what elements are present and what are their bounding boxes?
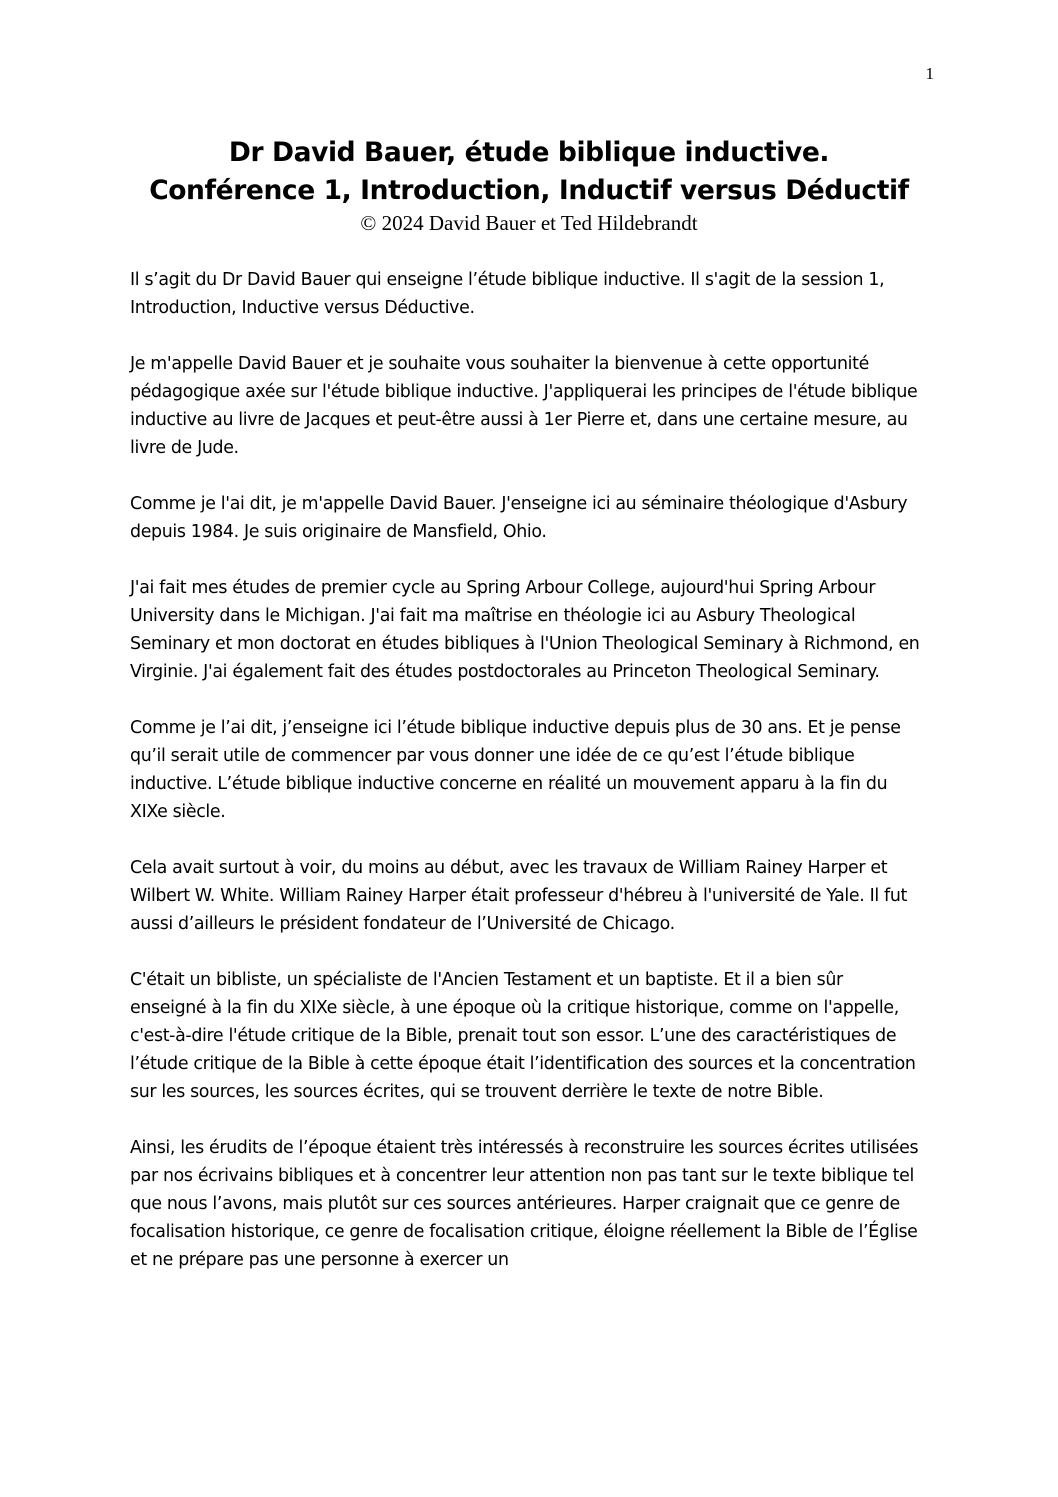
paragraph-5: Comme je l’ai dit, j’enseigne ici l’étude biblique inductive depuis plus de 30 ans. Et je pense qu’il serait utile de commencer par vous donner une idée de ce qu’est l’étude biblique inductive. L’étude biblique inductive concerne en réalité un mouvement apparu à la fin du XIXe siècle.: [130, 718, 901, 822]
paragraph-2: Je m'appelle David Bauer et je souhaite vous souhaiter la bienvenue à cette opportunité pédagogique axée sur l'étude biblique inductive. J'appliquerai les principes de l'étude biblique inductive au livre de Jacques et peut-être aussi à 1er Pierre et, dans une certaine mesure, au livre de Jude.: [130, 354, 918, 458]
copyright-notice: © 2024 David Bauer et Ted Hildebrandt: [360, 211, 698, 235]
paragraph-3: Comme je l'ai dit, je m'appelle David Bauer. J'enseigne ici au séminaire théologique d'Asbury depuis 1984. Je suis originaire de Mansfield, Ohio.: [130, 494, 908, 542]
body-text: [130, 266, 920, 1302]
paragraph-7: C'était un bibliste, un spécialiste de l'Ancien Testament et un baptiste. Et il a bien sûr enseigné à la fin du XIXe siècle, à une époque où la critique historique, comme on l'appelle, c'est-à-dire l'étude critique de la Bible, prenait tout son essor. L’une des caractéristiques de l’étude critique de la Bible à cette époque était l’identification des sources et la concentration sur les sources, les sources écrites, qui se trouvent derrière le texte de notre Bible.: [130, 970, 916, 1102]
page-number: 1: [925, 64, 934, 83]
title-block: [60, 134, 998, 236]
paragraph-8: Ainsi, les érudits de l’époque étaient très intéressés à reconstruire les sources écrites utilisées par nos écrivains bibliques et à concentrer leur attention non pas tant sur le texte biblique tel que nous l’avons, mais plutôt sur ces sources antérieures. Harper craignait que ce genre de focalisation historique, ce genre de focalisation critique, éloigne réellement la Bible de l’Église et ne prépare pas une personne à exercer un: [130, 1138, 919, 1270]
paragraph-6: Cela avait surtout à voir, du moins au début, avec les travaux de William Rainey Harper et Wilbert W. White. William Rainey Harper était professeur d'hébreu à l'université de Yale. Il fut aussi d’ailleurs le président fondateur de l’Université de Chicago.: [130, 858, 907, 934]
document-title-line-1: Dr David Bauer, étude biblique inductive.: [228, 137, 830, 168]
paragraph-4: J'ai fait mes études de premier cycle au Spring Arbour College, aujourd'hui Spring Arbour University dans le Michigan. J'ai fait ma maîtrise en théologie ici au Asbury Theological Seminary et mon doctorat en études bibliques à l'Union Theological Seminary à Richmond, en Virginie. J'ai également fait des études postdoctorales au Princeton Theological Seminary.: [130, 578, 920, 682]
document-title-line-2: Conférence 1, Introduction, Inductif versus Déductif: [149, 175, 909, 206]
paragraph-1: Il s’agit du Dr David Bauer qui enseigne l’étude biblique inductive. Il s'agit de la session 1, Introduction, Inductive versus Déductive.: [130, 270, 885, 318]
